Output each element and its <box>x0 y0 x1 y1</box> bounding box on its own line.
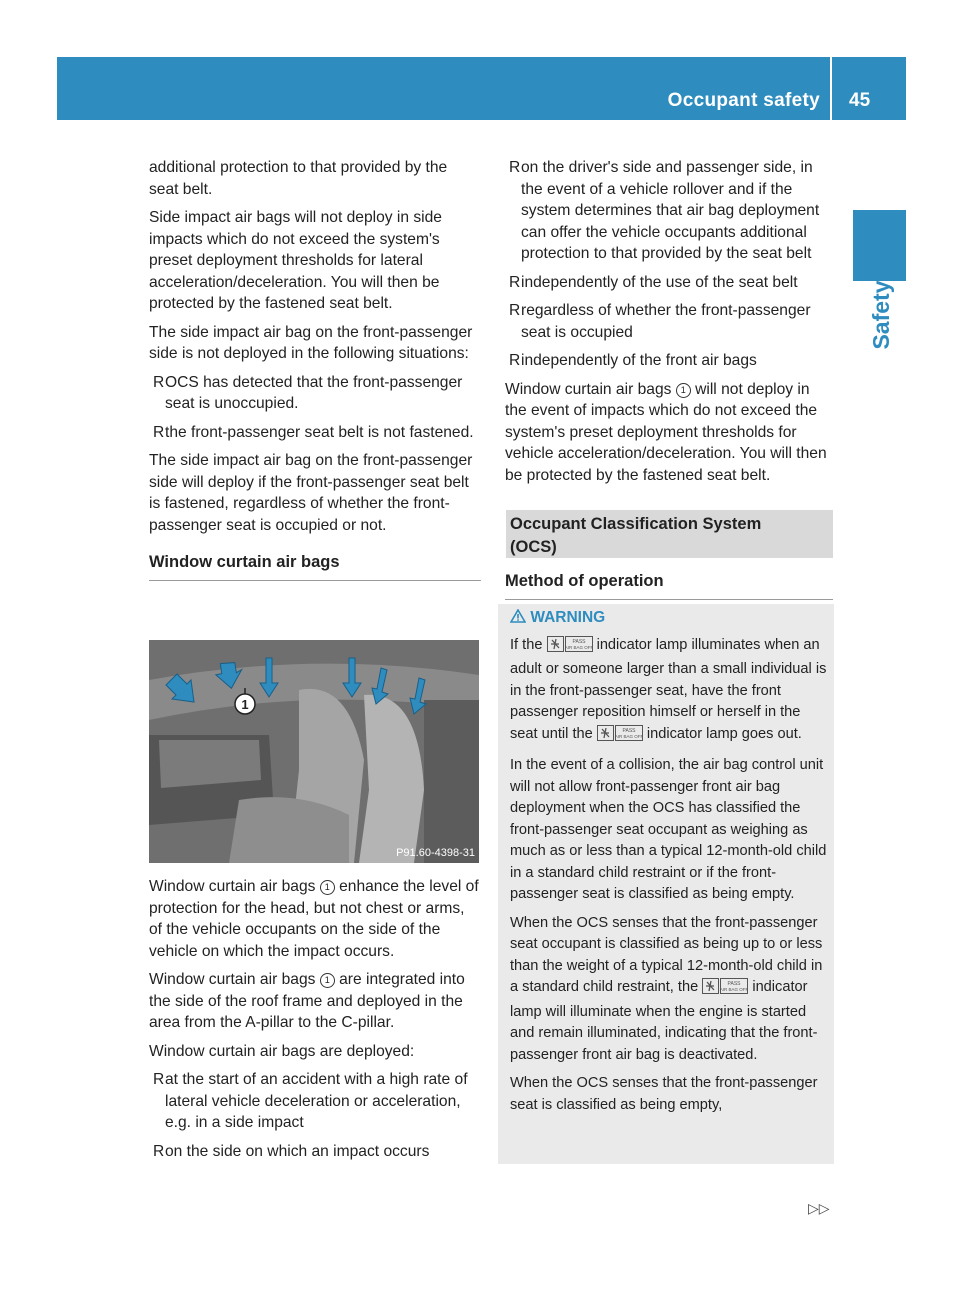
warning-content <box>510 607 828 1123</box>
bullet-text: the front-passenger seat belt is not fastened. <box>165 423 474 441</box>
bullet-text: OCS has detected that the front-passenger seat is unoccupied. <box>165 373 463 412</box>
indicator-label: AIR BAG OFF <box>720 987 749 992</box>
bullet-item <box>505 300 835 343</box>
airbag-off-indicator-icon <box>702 978 748 1002</box>
paragraph-text: enhance the level of protection for the head, but not chest or arms, of the vehicle occupants on the side of the vehicle on which the impact occurs. <box>149 878 479 960</box>
warning-text: If the <box>510 636 543 653</box>
bullet-text: at the start of an accident with a high rate of lateral vehicle deceleration or acceleration, e.g. in a side impact <box>165 1071 468 1131</box>
paragraph-text: Window curtain air bags <box>505 380 672 398</box>
subsection-heading: Method of operation <box>505 571 833 600</box>
warning-header <box>510 607 828 629</box>
bullet-text: independently of the use of the seat belt <box>521 273 798 291</box>
window-curtain-airbag-figure <box>149 640 479 863</box>
airbag-off-indicator-icon <box>547 636 593 660</box>
bullet-item <box>505 157 835 265</box>
warning-text: indicator lamp goes out. <box>646 725 802 742</box>
indicator-label: AIR BAG OFF <box>564 644 593 650</box>
indicator-label: PASS <box>727 981 741 987</box>
bullet-text: regardless of whether the front-passenger seat is occupied <box>521 302 811 341</box>
bullet-marker: R <box>153 373 165 391</box>
bullet-text: on the driver's side and passenger side, in the event of a vehicle rollover and if the system determines that air bag deployment can offer the vehicle occupants additional protection to that provided by the seat belt <box>521 159 820 262</box>
bullet-marker: R <box>509 302 521 319</box>
section-heading: Window curtain air bags <box>149 552 481 581</box>
warning-paragraph: When the OCS senses that the front-passenger seat is classified as being empty, <box>510 1075 818 1113</box>
callout-1-icon: 1 <box>320 880 335 895</box>
warning-text: When the OCS senses that the front-passenger seat occupant is classified as being up to or less than the weight of a typical 12-month-old child in a standard child restraint, the <box>510 914 823 995</box>
warning-text: indicator lamp illuminates when an adult or someone larger than a small individual is in the front-passenger seat, have the front passenger reposition himself or herself in the seat until the <box>510 636 827 742</box>
warning-paragraph: In the event of a collision, the air bag control unit will not allow front-passenger front air bag deployment when the OCS has classified the front-passenger seat occupant as weighing as much as or less than a typical 12-month-old child in a standard child restraint or if the front-passenger seat is classified as being empty. <box>510 757 827 902</box>
indicator-label: AIR BAG OFF <box>614 733 643 739</box>
bullet-marker: R <box>509 159 521 176</box>
bullet-item <box>149 1141 481 1163</box>
paragraph-text: will not deploy in the event of impacts which do not exceed the system's preset deployment thresholds for vehicle acceleration/deceleration. You will then be protected by the fastened seat belt. <box>505 380 827 484</box>
bullet-item <box>149 422 481 444</box>
warning-paragraph <box>510 913 828 1067</box>
warning-triangle-icon <box>510 609 526 623</box>
left-column-top <box>149 157 481 581</box>
continue-arrows-icon: ▷▷ <box>808 1200 830 1216</box>
bullet-item <box>505 350 835 372</box>
side-tab-label: Safety <box>868 280 894 350</box>
indicator-label: PASS <box>622 727 636 734</box>
bullet-marker: R <box>153 1071 165 1088</box>
callout-1-icon: 1 <box>676 383 691 398</box>
figure-callout-1: 1 <box>241 697 249 712</box>
paragraph: additional protection to that provided by the seat belt. <box>149 159 448 198</box>
figure-code: P91.60-4398-31 <box>396 847 475 859</box>
paragraph: Side impact air bags will not deploy in side impacts which do not exceed the system's preset deployment thresholds for lateral acceleration/deceleration. You will then be protected by the fastened seat belt. <box>149 209 442 312</box>
airbag-off-indicator-icon <box>597 725 643 749</box>
header-divider <box>830 57 832 120</box>
paragraph <box>149 876 481 962</box>
left-column-bottom <box>149 876 481 1169</box>
warning-paragraph <box>510 635 828 749</box>
paragraph: The side impact air bag on the front-passenger side is not deployed in the following situations: <box>149 323 473 362</box>
indicator-label: PASS <box>572 638 585 645</box>
paragraph <box>149 969 481 1034</box>
car-interior-illustration <box>149 640 479 863</box>
bullet-marker: R <box>153 423 165 441</box>
paragraph-text: are integrated into the side of the roof frame and deployed in the area from the A-pillar to the C-pillar. <box>149 971 465 1031</box>
paragraph: Window curtain air bags are deployed: <box>149 1042 415 1060</box>
page-number: 45 <box>849 90 871 111</box>
paragraph-text: Window curtain air bags <box>149 971 316 988</box>
paragraph-text: Window curtain air bags <box>149 878 316 895</box>
callout-1-icon: 1 <box>320 973 335 988</box>
bullet-item <box>505 272 835 294</box>
bullet-text: on the side on which an impact occurs <box>165 1142 430 1160</box>
page-header-title: Occupant safety <box>667 90 820 111</box>
warning-text: indicator lamp will illuminate when the engine is started and remain illuminated, indicating that the front-passenger front air bag is deactivated. <box>510 979 818 1063</box>
warning-title: WARNING <box>530 609 606 626</box>
section-title: Occupant Classification System (OCS) <box>510 515 762 556</box>
paragraph <box>505 379 835 487</box>
bullet-item <box>149 372 481 415</box>
bullet-marker: R <box>153 1142 165 1160</box>
right-column-top <box>505 157 835 493</box>
paragraph: The side impact air bag on the front-passenger side will deploy if the front-passenger seat belt is fastened, regardless of whether the front-passenger seat is occupied or not. <box>149 452 473 534</box>
bullet-item <box>149 1069 481 1134</box>
bullet-text: independently of the front air bags <box>521 352 757 369</box>
bullet-marker: R <box>509 352 521 369</box>
header-bar <box>57 57 906 120</box>
bullet-marker: R <box>509 273 521 291</box>
side-tab-block <box>853 210 906 281</box>
